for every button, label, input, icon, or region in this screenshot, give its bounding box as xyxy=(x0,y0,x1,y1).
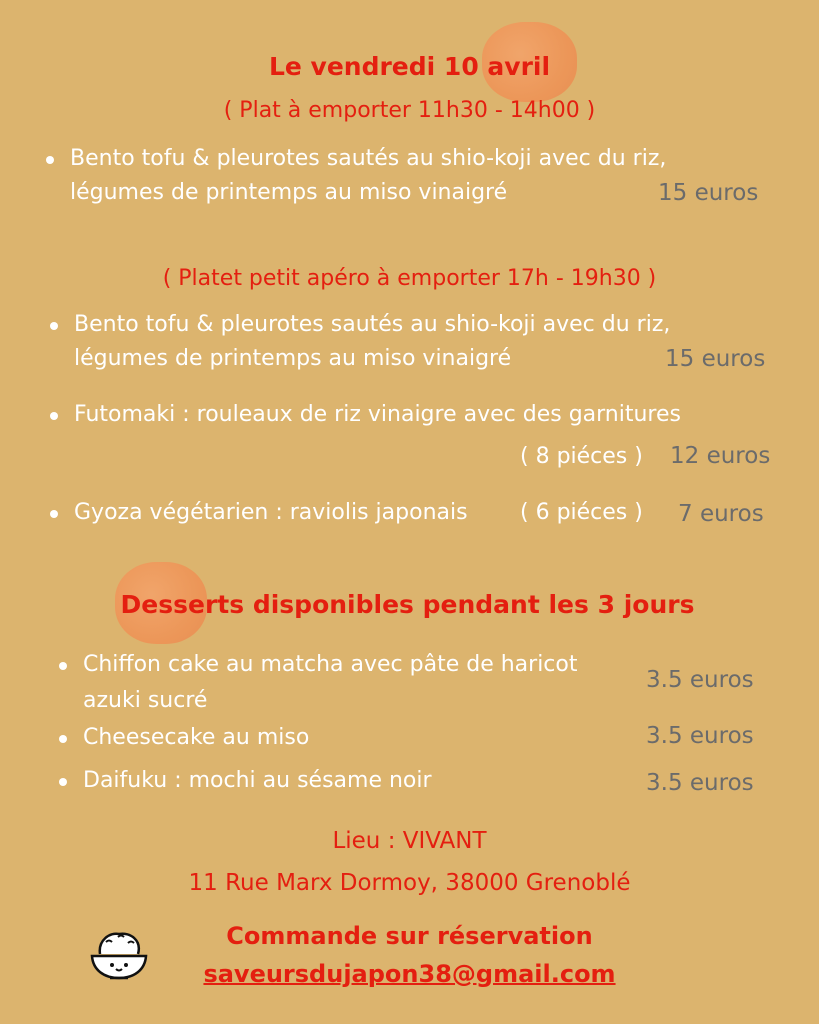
bullet xyxy=(50,322,58,330)
friday-title: Le vendredi 10 avril xyxy=(268,52,551,81)
email-link[interactable]: saveursdujapon38@gmail.com xyxy=(203,960,616,988)
apero-item-qty: ( 6 piéces ) xyxy=(520,500,643,525)
dessert-item-price: 3.5 euros xyxy=(646,770,754,796)
apero-label: ( Platet petit apéro à emporter 17h - 19h30 ) xyxy=(162,266,657,291)
rice-bowl-icon xyxy=(88,928,150,984)
bullet xyxy=(50,412,58,420)
dessert-item-price: 3.5 euros xyxy=(646,667,754,693)
apero-item-line1: Bento tofu & pleurotes sautés au shio-koji avec du riz, xyxy=(74,312,671,337)
apero-item-price: 15 euros xyxy=(665,346,766,372)
apero-item-qty: ( 8 piéces ) xyxy=(520,444,643,469)
lunch-item-line2: légumes de printemps au miso vinaigré xyxy=(70,180,508,205)
bullet xyxy=(59,735,67,743)
place-label: Lieu : VIVANT xyxy=(332,828,487,854)
apero-item-price: 12 euros xyxy=(670,443,771,469)
lunch-label: ( Plat à emporter 11h30 - 14h00 ) xyxy=(223,98,596,123)
bullet xyxy=(59,778,67,786)
dessert-item-price: 3.5 euros xyxy=(646,723,754,749)
dessert-item-line2: azuki sucré xyxy=(83,688,208,713)
apero-item-price: 7 euros xyxy=(678,501,764,527)
apero-item-line2: légumes de printemps au miso vinaigré xyxy=(74,346,512,371)
desserts-title: Desserts disponibles pendant les 3 jours xyxy=(120,590,695,619)
bullet xyxy=(50,510,58,518)
order-note: Commande sur réservation xyxy=(226,922,593,950)
address: 11 Rue Marx Dormoy, 38000 Grenoblé xyxy=(188,870,631,896)
lunch-item-line1: Bento tofu & pleurotes sautés au shio-koji avec du riz, xyxy=(70,146,667,171)
apero-item-line1: Gyoza végétarien : raviolis japonais xyxy=(74,500,468,525)
bullet xyxy=(46,156,54,164)
dessert-item-line1: Cheesecake au miso xyxy=(83,725,310,750)
lunch-item-price: 15 euros xyxy=(658,180,759,206)
dessert-item-line1: Daifuku : mochi au sésame noir xyxy=(83,768,432,793)
dessert-item-line1: Chiffon cake au matcha avec pâte de haricot xyxy=(83,652,578,677)
apero-item-line1: Futomaki : rouleaux de riz vinaigre avec des garnitures xyxy=(74,402,681,427)
bullet xyxy=(59,662,67,670)
